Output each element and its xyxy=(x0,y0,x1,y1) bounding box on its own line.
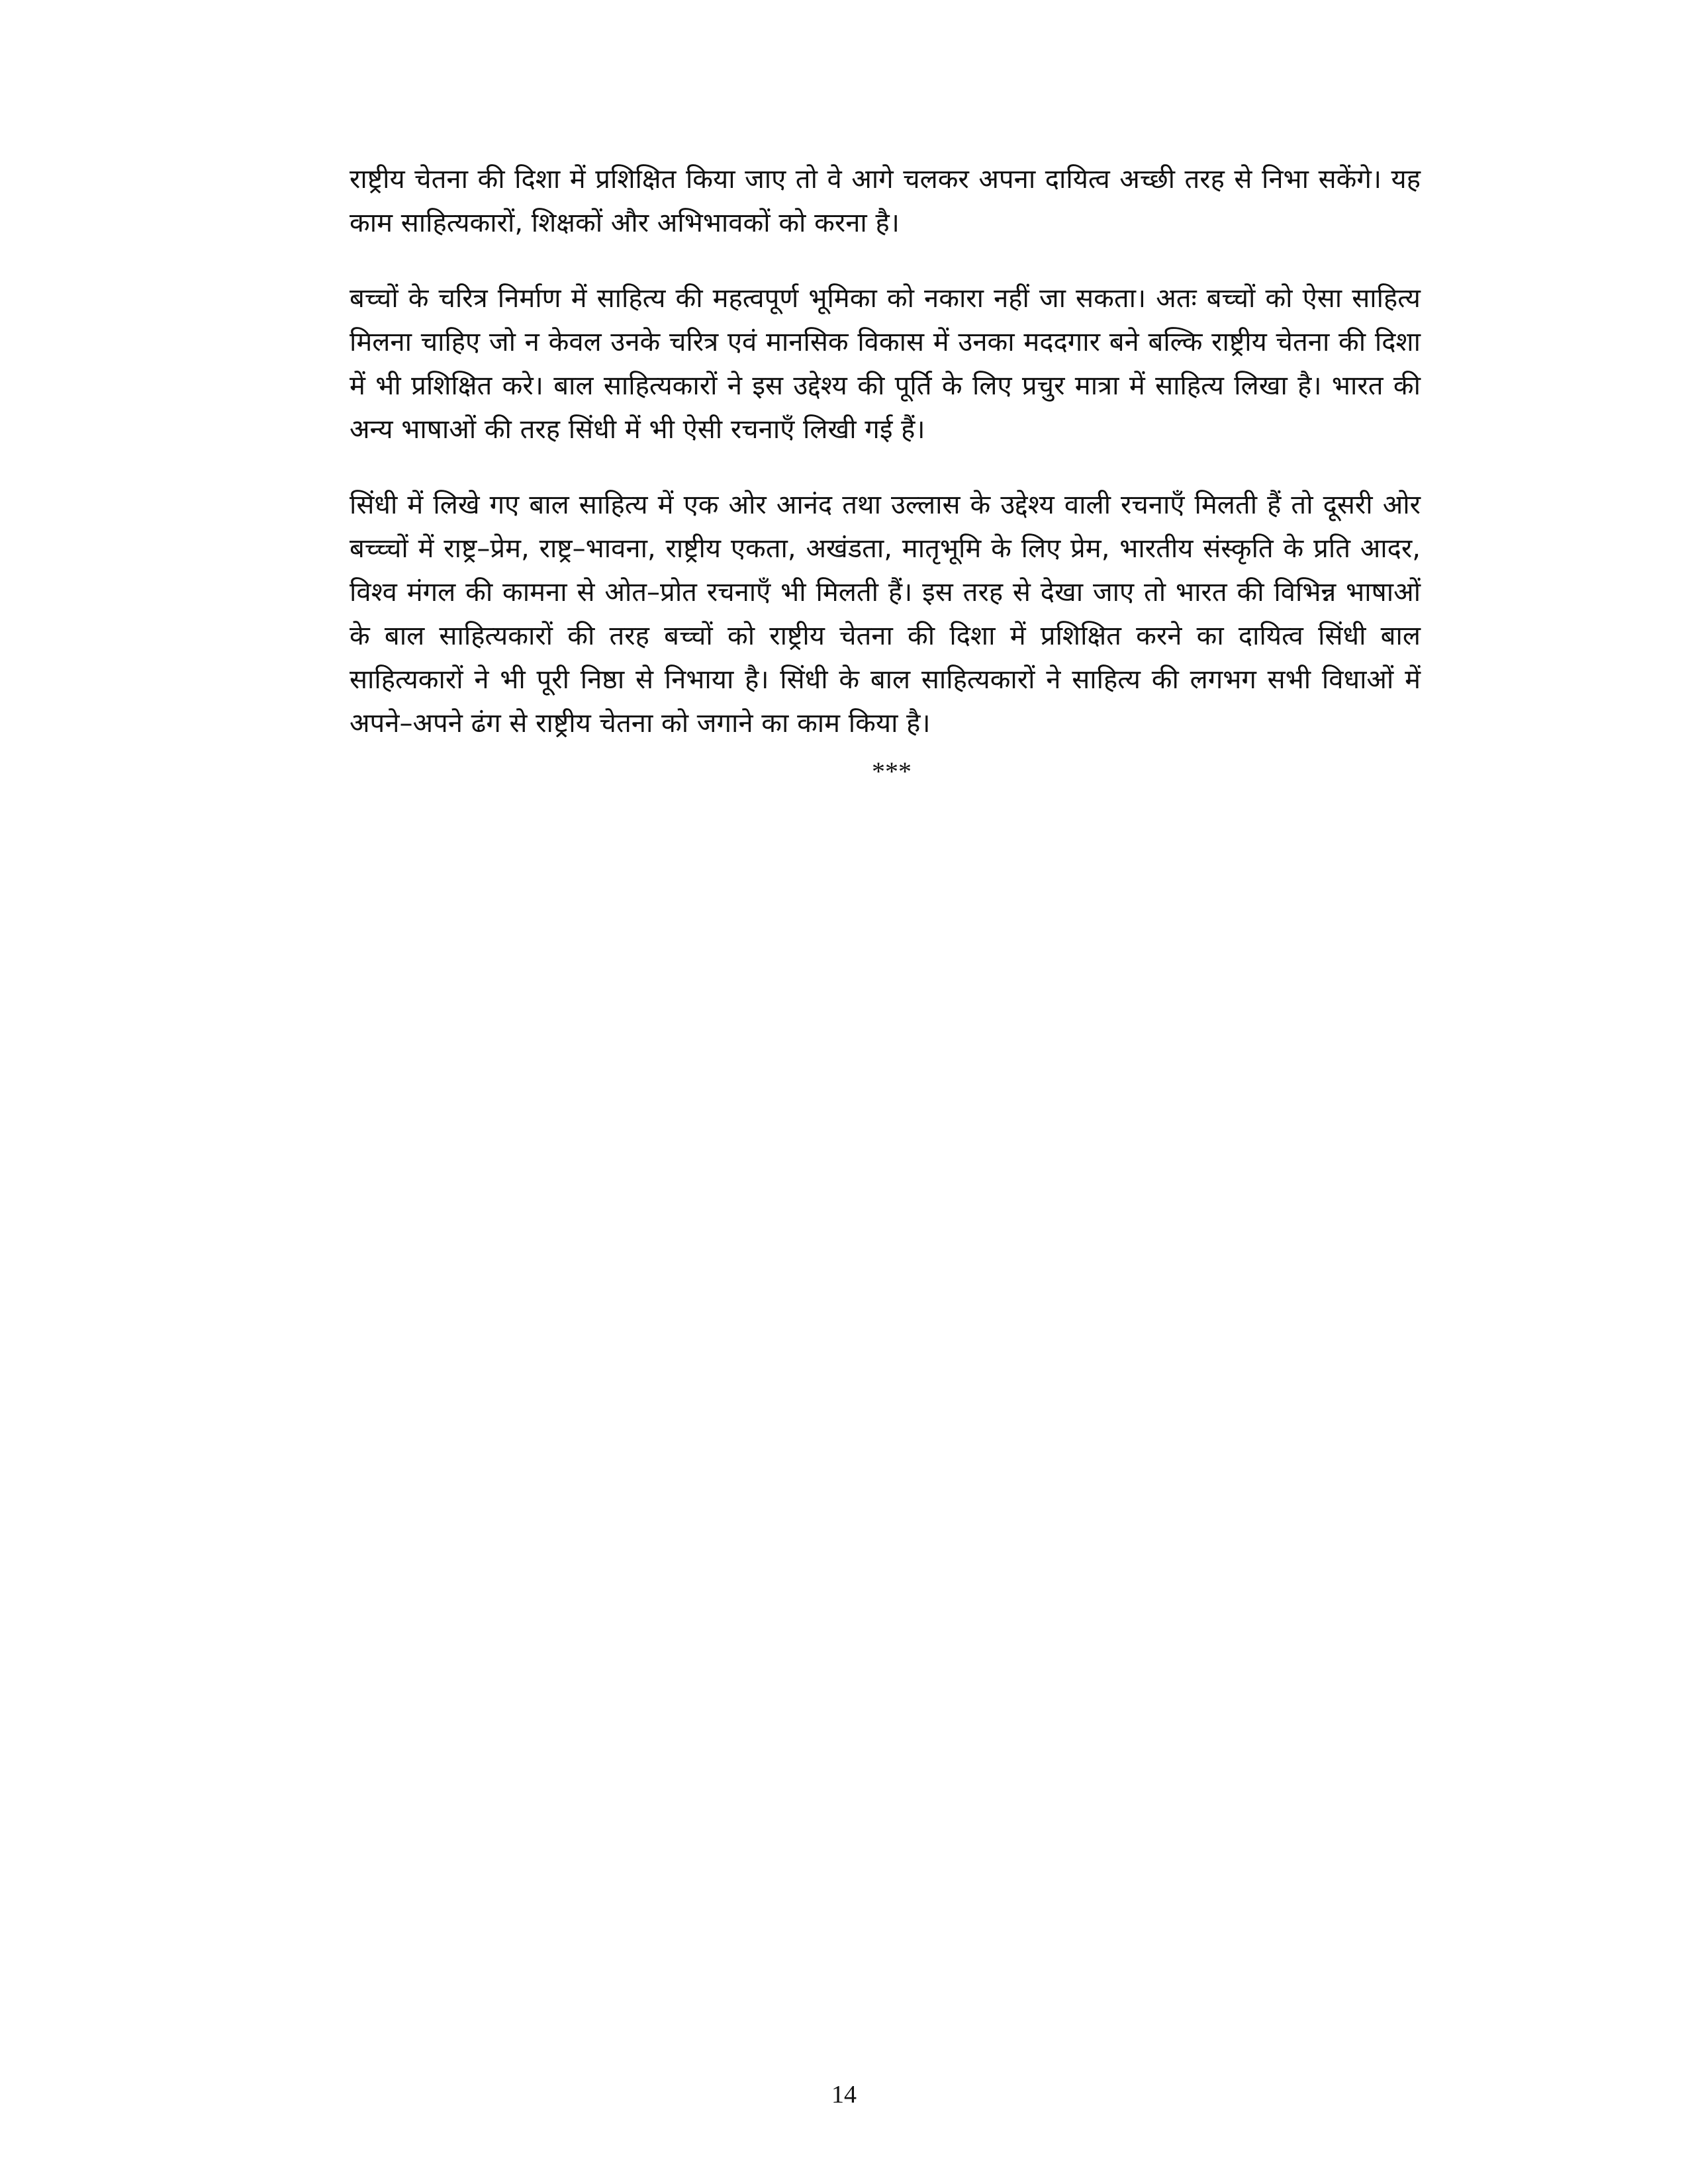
paragraph-3: सिंधी में लिखे गए बाल साहित्य में एक ओर आनंद तथा उल्लास के उद्देश्य वाली रचनाएँ मिलती हैं तो दूसरी ओर बच्च्चों में राष्ट्र–प्रेम, राष्ट्र–भावना, राष्ट्रीय एकता, अखंडता, मातृभूमि के लिए प्रेम, भारतीय संस्कृति के प्रति आदर, विश्व मंगल की कामना से ओत–प्रोत रचनाएँ भी मिलती हैं। इस तरह से देखा जाए तो भारत की विभिन्न भाषाओं के बाल साहित्यकारों की तरह बच्चों को राष्ट्रीय चेतना की दिशा में प्रशिक्षित करने का दायित्व सिंधी बाल साहित्यकारों ने भी पूरी निष्ठा से निभाया है। सिंधी के बाल साहित्यकारों ने साहित्य की लगभग सभी विधाओं में अपने–अपने ढंग से राष्ट्रीय चेतना को जगाने का काम किया है। xyxy=(350,490,1421,739)
page-number: 14 xyxy=(831,2081,857,2109)
body-text xyxy=(350,158,1421,792)
section-separator: *** xyxy=(872,756,912,786)
paragraph-1: राष्ट्रीय चेतना की दिशा में प्रशिक्षित किया जाए तो वे आगे चलकर अपना दायित्व अच्छी तरह से निभा सकेंगे। यह काम साहित्यकारों, शिक्षकों और अभिभावकों को करना है। xyxy=(350,164,1421,238)
paragraph-2: बच्चों के चरित्र निर्माण में साहित्य की महत्वपूर्ण भूमिका को नकारा नहीं जा सकता। अतः बच्चों को ऐसा साहित्य मिलना चाहिए जो न केवल उनके चरित्र एवं मानसिक विकास में उनका मददगार बने बल्कि राष्ट्रीय चेतना की दिशा में भी प्रशिक्षित करे। बाल साहित्यकारों ने इस उद्देश्य की पूर्ति के लिए प्रचुर मात्रा में साहित्य लिखा है। भारत की अन्य भाषाओं की तरह सिंधी में भी ऐसी रचनाएँ लिखी गई हैं। xyxy=(350,283,1421,445)
